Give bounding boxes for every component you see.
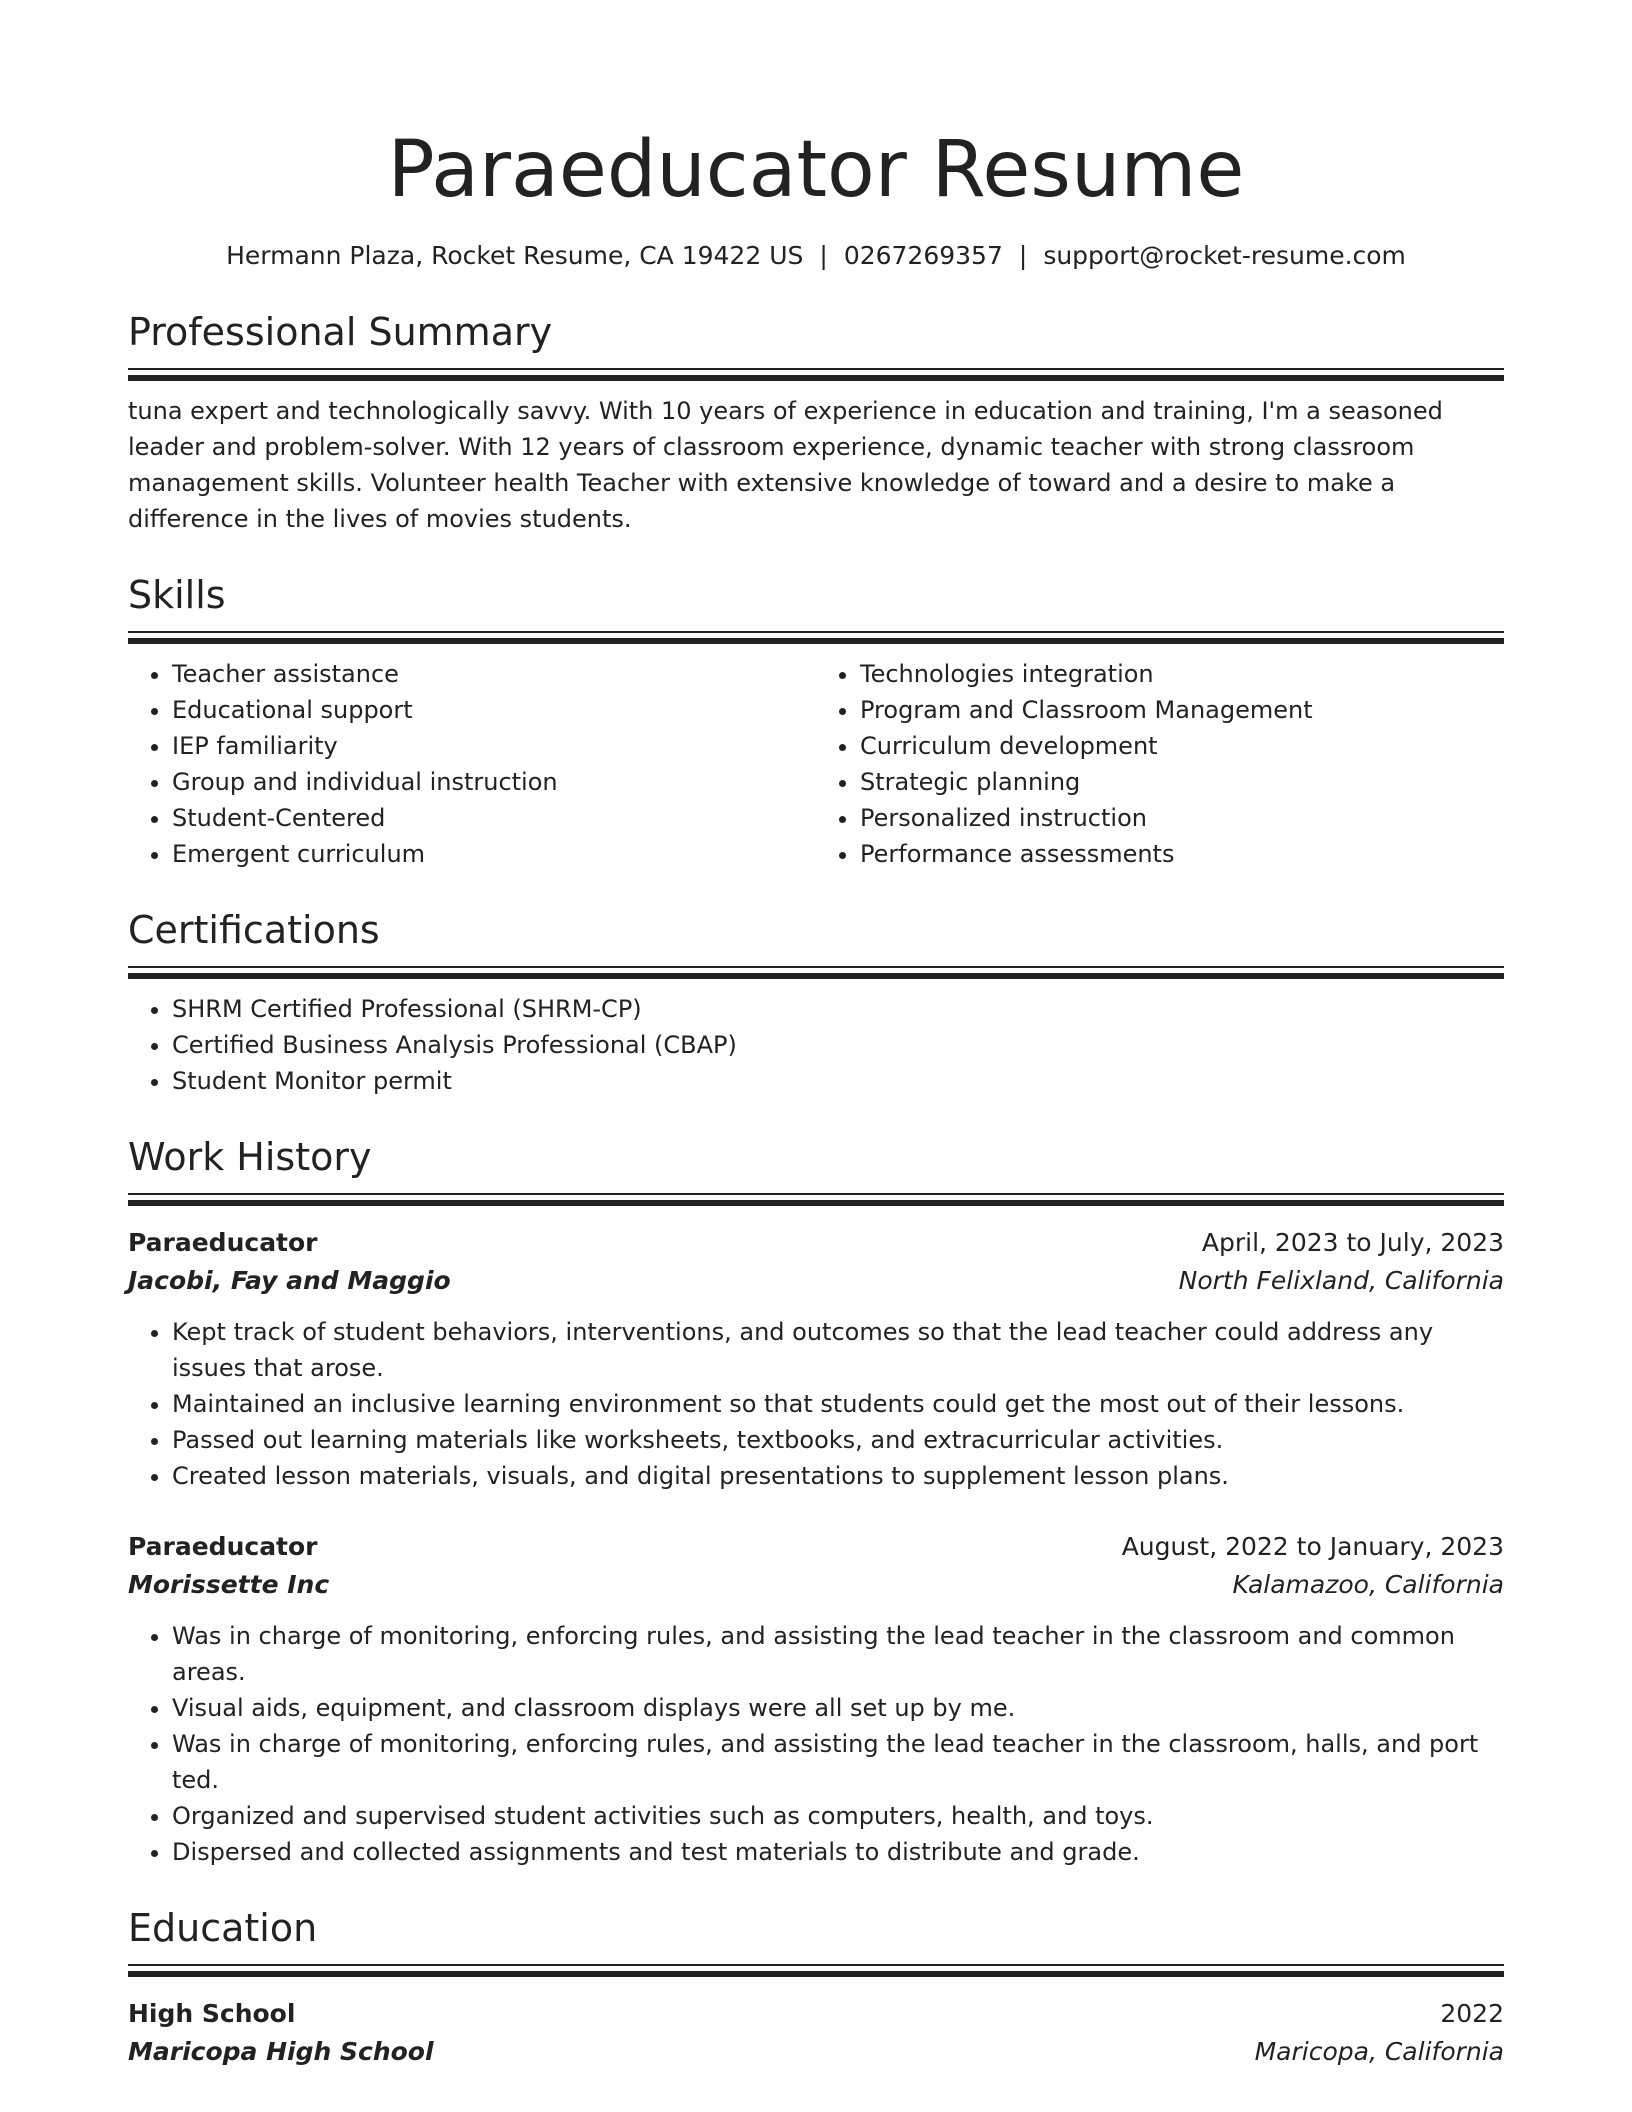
certification-item: • SHRM Certified Professional (SHRM-CP) [172, 991, 1504, 1027]
skills-heading: Skills [128, 573, 226, 617]
section-divider [128, 368, 1504, 381]
skill-item: • Program and Classroom Management [860, 692, 1504, 728]
work-history-heading: Work History [128, 1135, 372, 1179]
skills-section [128, 571, 1504, 872]
summary-section [128, 308, 1504, 537]
job-company: Jacobi, Fay and Maggio [128, 1266, 451, 1295]
certifications-list [128, 991, 1504, 1099]
skill-item: • Technologies integration [860, 656, 1504, 692]
job-bullet: • Kept track of student behaviors, interventions, and outcomes so that the lead teacher could address any issues that arose. [172, 1314, 1504, 1386]
skills-list-right [816, 656, 1504, 872]
job-header-row [128, 1528, 1504, 1566]
job-bullet: • Was in charge of monitoring, enforcing rules, and assisting the lead teacher in the classroom, halls, and port ted. [172, 1726, 1504, 1798]
job-bullets [128, 1314, 1504, 1494]
education-degree: High School [128, 1999, 296, 2028]
certifications-section [128, 906, 1504, 1099]
contact-line [128, 238, 1504, 274]
job-company-row [128, 1262, 1504, 1300]
job-role: Paraeducator [128, 1228, 318, 1257]
job-bullet: • Created lesson materials, visuals, and digital presentations to supplement lesson plans. [172, 1458, 1504, 1494]
education-location: Maricopa, California [1254, 2037, 1504, 2066]
job-location: North Felixland, California [1178, 1266, 1504, 1295]
job-header-row [128, 1224, 1504, 1262]
job-dates: April, 2023 to July, 2023 [1201, 1228, 1504, 1257]
section-divider [128, 631, 1504, 644]
job-company-row [128, 1566, 1504, 1604]
skill-item: • Curriculum development [860, 728, 1504, 764]
job-entry [128, 1224, 1504, 1494]
contact-separator: | [1018, 241, 1028, 270]
contact-separator: | [819, 241, 828, 270]
resume-title: Paraeducator Resume [387, 125, 1245, 215]
section-divider [128, 1193, 1504, 1206]
certification-item: • Student Monitor permit [172, 1063, 1504, 1099]
job-company: Morissette Inc [128, 1570, 330, 1599]
education-school: Maricopa High School [128, 2037, 434, 2066]
job-bullet: • Was in charge of monitoring, enforcing rules, and assisting the lead teacher in the classroom and common areas. [172, 1618, 1504, 1690]
job-bullet: • Maintained an inclusive learning environment so that students could get the most out of their lessons. [172, 1386, 1504, 1422]
skill-item: • Student-Centered [172, 800, 816, 836]
education-section [128, 1904, 1504, 2071]
job-dates: August, 2022 to January, 2023 [1121, 1532, 1504, 1561]
summary-heading: Professional Summary [128, 310, 553, 354]
skill-item: • Teacher assistance [172, 656, 816, 692]
job-bullet: • Dispersed and collected assignments and test materials to distribute and grade. [172, 1834, 1504, 1870]
skill-item: • Personalized instruction [860, 800, 1504, 836]
job-bullet: • Passed out learning materials like worksheets, textbooks, and extracurricular activities. [172, 1422, 1504, 1458]
skill-item: • Strategic planning [860, 764, 1504, 800]
skill-item: • Group and individual instruction [172, 764, 816, 800]
section-divider [128, 966, 1504, 979]
summary-text: tuna expert and technologically savvy. With 10 years of experience in education and training, I'm a seasoned leader and problem-solver. With 12 years of classroom experience, dynamic teacher with strong classroom management skills. Volunteer health Teacher with extensive knowledge of toward and a desire to make a difference in the lives of movies students. [128, 397, 1443, 533]
certifications-heading: Certifications [128, 908, 380, 952]
skills-list-left [128, 656, 816, 872]
education-entry [128, 1995, 1504, 2071]
skill-item: • Emergent curriculum [172, 836, 816, 872]
contact-phone: 0267269357 [843, 241, 1003, 270]
job-location: Kalamazoo, California [1232, 1570, 1504, 1599]
job-bullet: • Organized and supervised student activities such as computers, health, and toys. [172, 1798, 1504, 1834]
education-school-row [128, 2033, 1504, 2071]
job-entry [128, 1528, 1504, 1870]
skills-columns [128, 656, 1504, 872]
education-year: 2022 [1440, 1999, 1504, 2028]
contact-address: Hermann Plaza, Rocket Resume, CA 19422 US [226, 241, 804, 270]
work-history-section [128, 1133, 1504, 1870]
skill-item: • IEP familiarity [172, 728, 816, 764]
job-role: Paraeducator [128, 1532, 318, 1561]
education-heading: Education [128, 1906, 318, 1950]
education-header-row [128, 1995, 1504, 2033]
job-bullets [128, 1618, 1504, 1870]
section-divider [128, 1964, 1504, 1977]
skill-item: • Performance assessments [860, 836, 1504, 872]
job-bullet: • Visual aids, equipment, and classroom displays were all set up by me. [172, 1690, 1504, 1726]
contact-email: support@rocket-resume.com [1043, 241, 1406, 270]
certification-item: • Certified Business Analysis Professional (CBAP) [172, 1027, 1504, 1063]
skill-item: • Educational support [172, 692, 816, 728]
